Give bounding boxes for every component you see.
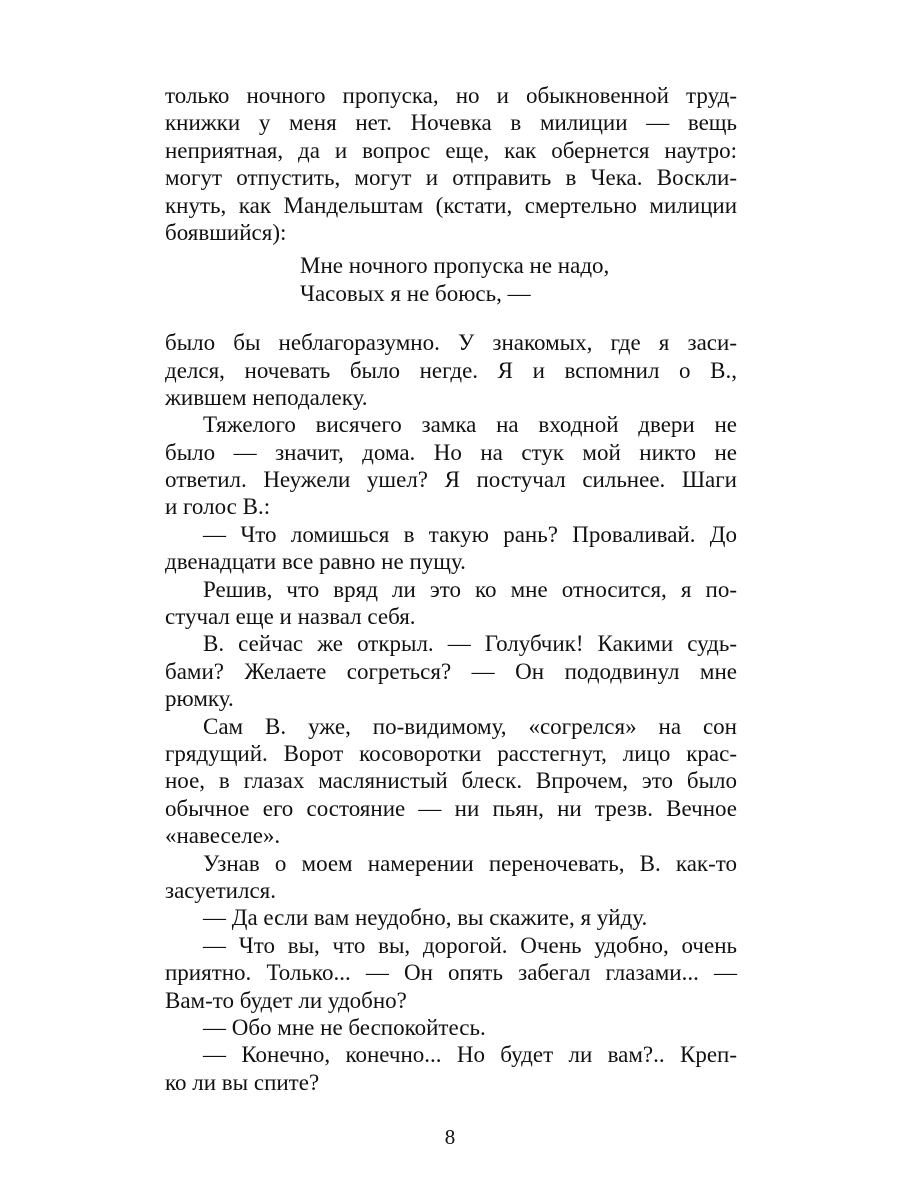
text-line: делся, ночевать было негде. Я и вспомнил о В., bbox=[165, 357, 737, 383]
paragraph bbox=[165, 521, 737, 576]
paragraph bbox=[165, 411, 737, 521]
paragraph bbox=[165, 850, 737, 905]
text-line: двенадцати все равно не пущу. bbox=[165, 549, 466, 575]
paragraph bbox=[165, 1041, 737, 1096]
text-line: — Обо мне не беспокойтесь. bbox=[203, 1014, 486, 1040]
paragraph bbox=[165, 1014, 737, 1041]
verse-line: Мне ночного пропуска не надо, bbox=[300, 253, 610, 279]
text-line: Сам В. уже, по-видимому, «согрелся» на сон bbox=[203, 713, 737, 739]
text-line: ответил. Неужели ушел? Я постучал сильнее. Шаги bbox=[165, 467, 737, 493]
paragraph bbox=[165, 329, 737, 411]
text-line: ное, в глазах маслянистый блеск. Впрочем, это было bbox=[165, 768, 737, 794]
body-text bbox=[165, 82, 737, 1096]
verse-line: Часовых я не боюсь, — bbox=[300, 280, 531, 306]
text-line: неприятная, да и вопрос еще, как обернется наутро: bbox=[165, 137, 737, 163]
text-line: книжки у меня нет. Ночевка в милиции — вещь bbox=[165, 110, 737, 136]
text-line: боявшийся): bbox=[165, 219, 287, 245]
paragraph bbox=[165, 932, 737, 1014]
paragraphs-before-verse bbox=[165, 82, 737, 246]
verse-quote bbox=[165, 252, 737, 307]
paragraphs-after-verse bbox=[165, 329, 737, 1096]
text-line: ко ли вы спите? bbox=[165, 1069, 320, 1095]
text-line: «навеселе». bbox=[165, 823, 281, 849]
text-line: грядущий. Ворот косоворотки расстегнут, лицо крас- bbox=[165, 740, 737, 766]
text-line: В. сейчас же открыл. — Голубчик! Какими судь- bbox=[203, 631, 737, 657]
text-line: жившем неподалеку. bbox=[165, 384, 368, 410]
text-line: было — значит, дома. Но на стук мой никто не bbox=[165, 439, 737, 465]
text-line: — Что ломишься в такую рань? Проваливай. До bbox=[203, 521, 737, 547]
text-line: Тяжелого висячего замка на входной двери не bbox=[203, 412, 737, 438]
text-line: стучал еще и назвал себя. bbox=[165, 604, 416, 630]
paragraph bbox=[165, 904, 737, 931]
text-line: Решив, что вряд ли это ко мне относится, я по- bbox=[203, 576, 737, 602]
text-line: обычное его состояние — ни пьян, ни трезв. Вечное bbox=[165, 795, 737, 821]
paragraph bbox=[165, 576, 737, 631]
text-line: приятно. Только... — Он опять забегал глазами... — bbox=[165, 960, 737, 986]
paragraph bbox=[165, 630, 737, 712]
text-line: было бы неблагоразумно. У знакомых, где я заси- bbox=[165, 330, 737, 356]
text-line: могут отпустить, могут и отправить в Чека. Воскли- bbox=[165, 165, 737, 191]
text-line: — Да если вам неудобно, вы скажите, я уйду. bbox=[203, 905, 648, 931]
text-line: только ночного пропуска, но и обыкновенной труд- bbox=[165, 83, 737, 108]
text-line: кнуть, как Мандельштам (кстати, смертельно милиции bbox=[165, 192, 737, 218]
text-line: Узнав о моем намерении переночевать, В. как-то bbox=[203, 850, 737, 876]
text-line: — Конечно, конечно... Но будет ли вам?.. Креп- bbox=[203, 1042, 737, 1068]
text-line: и голос В.: bbox=[165, 494, 271, 520]
paragraph bbox=[165, 713, 737, 850]
text-line: рюмку. bbox=[165, 686, 234, 712]
page-number: 8 bbox=[444, 1125, 456, 1149]
text-line: Вам-то будет ли удобно? bbox=[165, 987, 407, 1013]
text-line: засуетился. bbox=[165, 877, 276, 903]
paragraph bbox=[165, 82, 737, 246]
text-line: бами? Желаете согреться? — Он пододвинул мне bbox=[165, 658, 737, 684]
text-line: — Что вы, что вы, дорогой. Очень удобно, очень bbox=[203, 932, 737, 958]
